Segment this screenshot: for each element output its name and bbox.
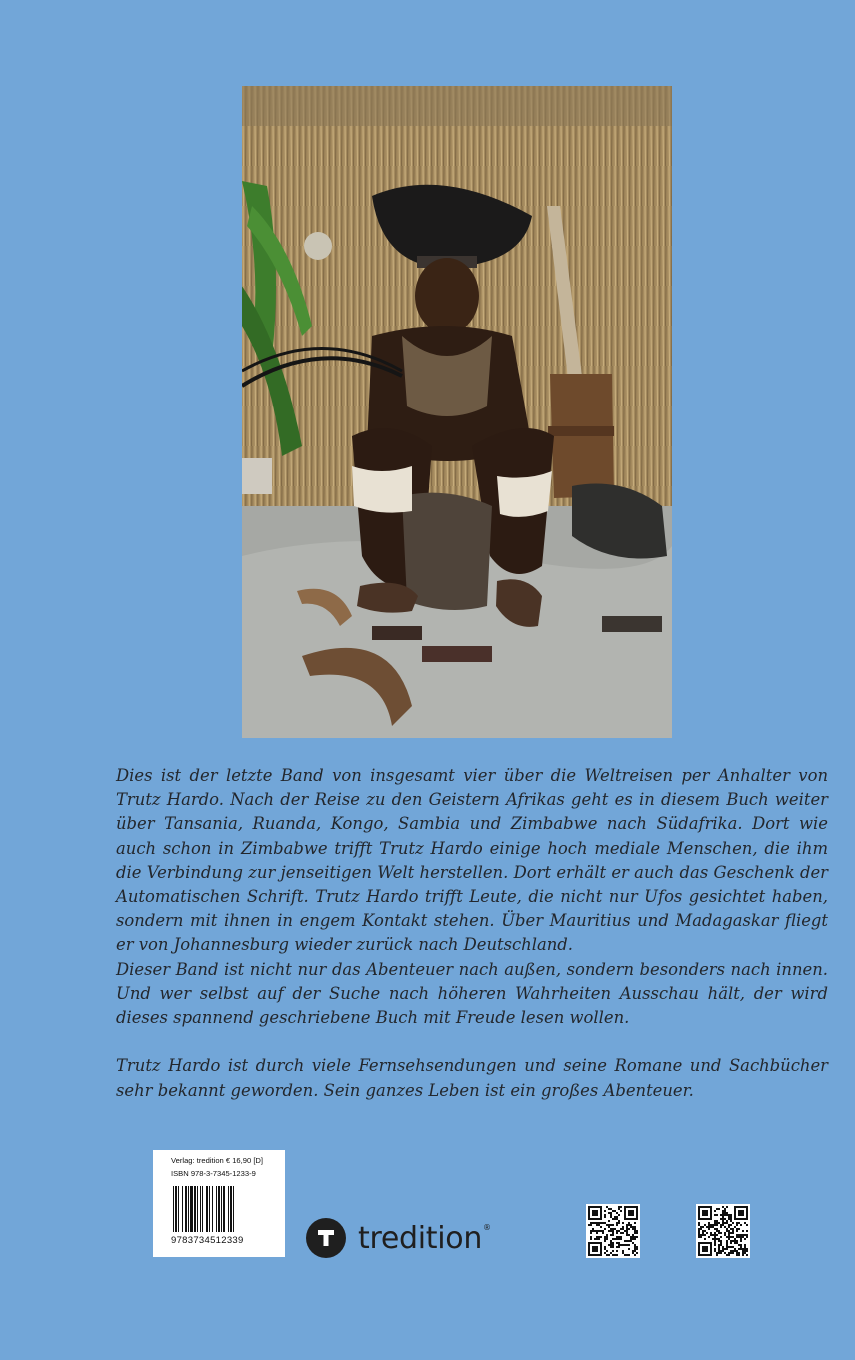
cover-photo-image: [242, 86, 672, 738]
isbn-barcode-label: [153, 1150, 285, 1257]
author-paragraph: Trutz Hardo ist durch viele Fernsehsendungen und seine Romane und Sachbücher sehr bekannt geworden. Sein ganzes Leben ist ein großes Abenteuer.: [116, 1056, 828, 1100]
tredition-logo-icon: [306, 1218, 346, 1258]
barcode-number: 9783734512339: [171, 1235, 244, 1246]
blurb-paragraph-2: Dieser Band ist nicht nur das Abenteuer nach außen, sondern besonders nach innen. Und wer selbst auf der Suche nach höheren Wahrheiten Ausschau hält, der wird dieses spannend geschriebene Buch mit Freude lesen wollen.: [116, 959, 828, 1028]
qr-code-2: [696, 1204, 750, 1258]
isbn-line: ISBN 978-3-7345-1233-9: [171, 1169, 256, 1178]
blurb-paragraph-1: Dies ist der letzte Band von insgesamt vier über die Weltreisen per Anhalter von Trutz Hardo. Nach der Reise zu den Geistern Afrikas geht es in diesem Buch weiter über Tansania, Ruanda, Kongo, Sambia und Zimbabwe nach Südafrika. Dort wie auch schon in Zimbabwe trifft Trutz Hardo einige hoch mediale Menschen, die ihm die Verbindung zur jenseitigen Welt herstellen. Dort erhält er auch das Geschenk der Automatischen Schrift. Trutz Hardo trifft Leute, die nicht nur Ufos gesichtet haben, sondern mit ihnen in engem Kontakt stehen. Über Mauritius und Madagaskar fliegt er von Johannesburg wieder zurück nach Deutschland.: [116, 766, 828, 955]
qr-code-icon: [586, 1204, 640, 1258]
tredition-wordmark: tredition®: [358, 1220, 491, 1256]
cover-photo: [242, 86, 672, 738]
tredition-logo: [306, 1216, 491, 1260]
qr-code-icon: [696, 1204, 750, 1258]
barcode-bars: [171, 1186, 267, 1232]
publisher-price-line: Verlag: tredition € 16,90 [D]: [171, 1156, 264, 1165]
qr-code-1: [586, 1204, 640, 1258]
blurb-text: [116, 764, 828, 1103]
